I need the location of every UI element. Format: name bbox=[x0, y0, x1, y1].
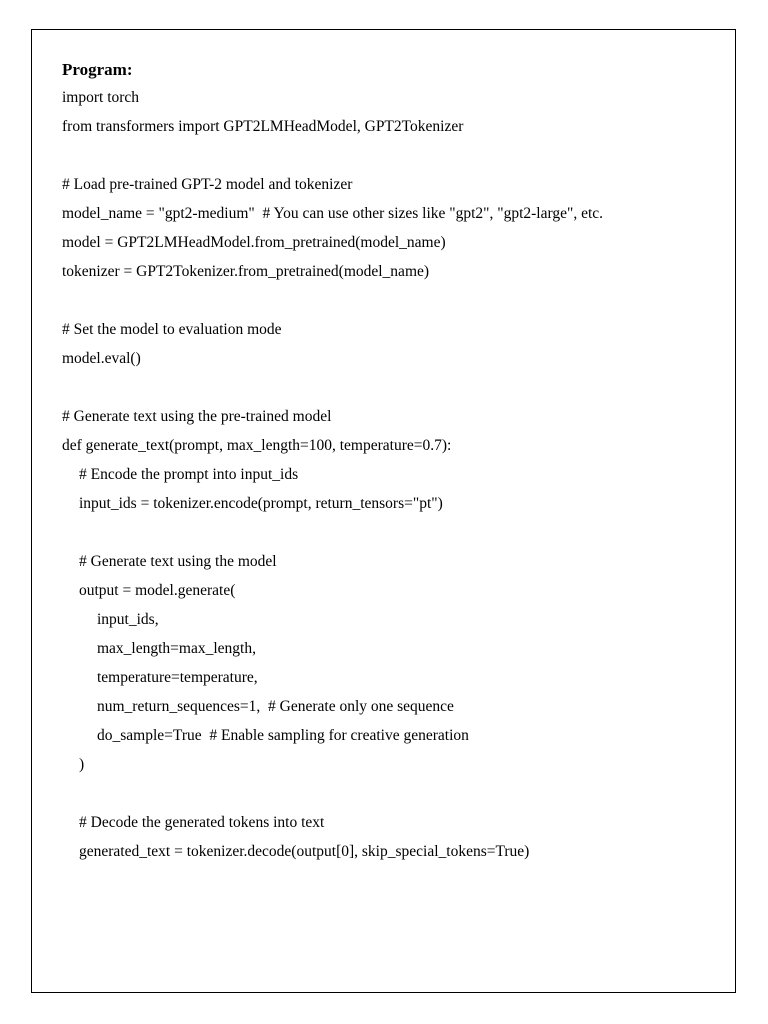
code-line-def-generate-text: def generate_text(prompt, max_length=100, temperature=0.7): bbox=[62, 437, 452, 454]
code-line-close-paren: ) bbox=[79, 756, 85, 773]
blank-line bbox=[62, 524, 662, 553]
code-line-tokenizer-load: tokenizer = GPT2Tokenizer.from_pretrained(model_name) bbox=[62, 263, 430, 280]
comment-generate-text: # Generate text using the pre-trained model bbox=[62, 408, 332, 425]
comment-generate-with-model: # Generate text using the model bbox=[79, 553, 277, 570]
comment-load-model: # Load pre-trained GPT-2 model and tokenizer bbox=[62, 176, 353, 193]
code-line-arg-num-return-sequences: num_return_sequences=1, # Generate only one sequence bbox=[97, 698, 454, 715]
code-line-import-torch: import torch bbox=[62, 89, 140, 106]
code-line-arg-temperature: temperature=temperature, bbox=[97, 669, 258, 686]
code-line-arg-do-sample: do_sample=True # Enable sampling for creative generation bbox=[97, 727, 469, 744]
comment-eval-mode: # Set the model to evaluation mode bbox=[62, 321, 282, 338]
document-body bbox=[62, 60, 662, 872]
code-line-import-transformers: from transformers import GPT2LMHeadModel, GPT2Tokenizer bbox=[62, 118, 464, 135]
comment-encode-prompt: # Encode the prompt into input_ids bbox=[79, 466, 299, 483]
blank-line bbox=[62, 292, 662, 321]
program-heading: Program: bbox=[62, 60, 133, 79]
code-line-output-generate: output = model.generate( bbox=[79, 582, 236, 599]
code-line-arg-input-ids: input_ids, bbox=[97, 611, 159, 628]
comment-decode-tokens: # Decode the generated tokens into text bbox=[79, 814, 325, 831]
code-line-model-load: model = GPT2LMHeadModel.from_pretrained(model_name) bbox=[62, 234, 446, 251]
code-line-generated-text: generated_text = tokenizer.decode(output[0], skip_special_tokens=True) bbox=[79, 843, 530, 860]
blank-line bbox=[62, 785, 662, 814]
code-line-arg-max-length: max_length=max_length, bbox=[97, 640, 256, 657]
blank-line bbox=[62, 147, 662, 176]
code-line-input-ids: input_ids = tokenizer.encode(prompt, return_tensors="pt") bbox=[79, 495, 443, 512]
code-line-model-eval: model.eval() bbox=[62, 350, 141, 367]
code-line-model-name: model_name = "gpt2-medium" # You can use other sizes like "gpt2", "gpt2-large", etc. bbox=[62, 205, 604, 222]
blank-line bbox=[62, 379, 662, 408]
